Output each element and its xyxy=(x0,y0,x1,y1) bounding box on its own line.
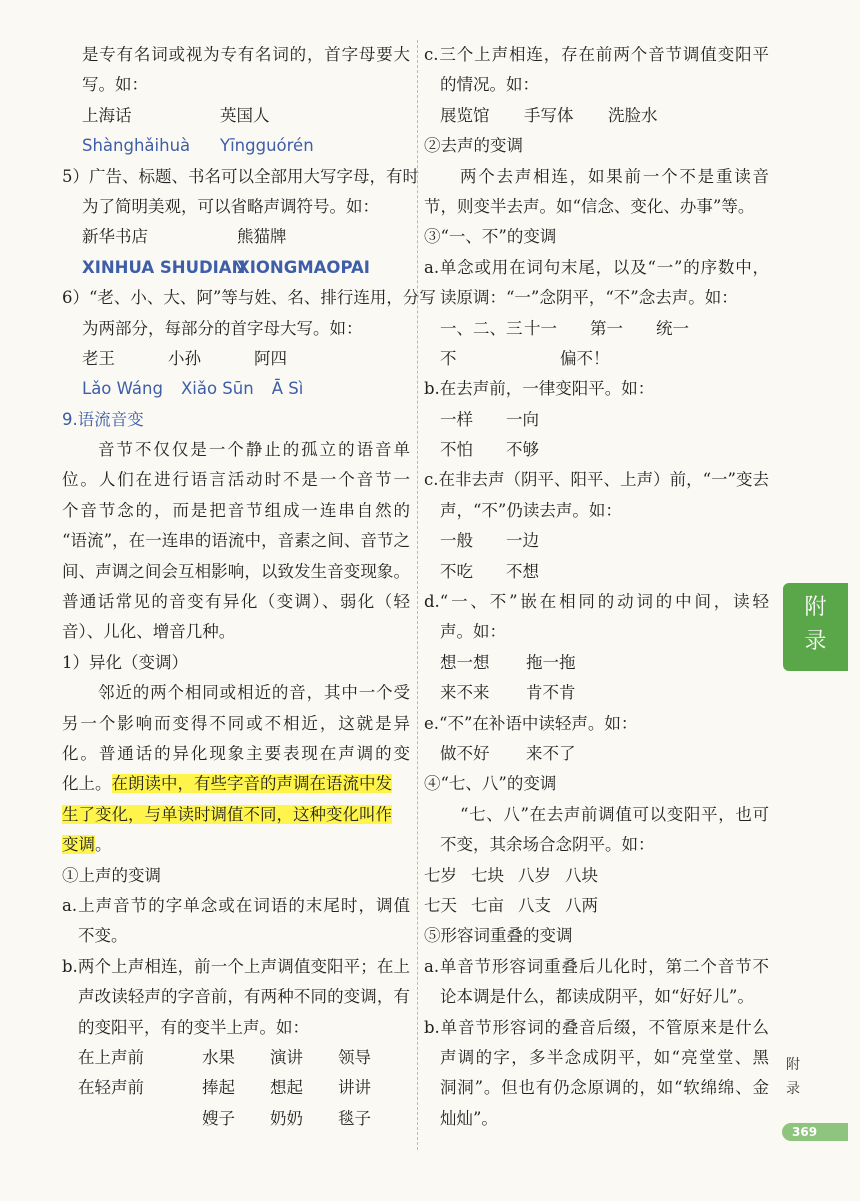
example-word: Yīngguórén xyxy=(220,136,314,156)
left-line: 间、声调之间会互相影响，以致发生音变现象。 xyxy=(62,561,410,581)
example-word: 八块 xyxy=(565,865,598,885)
example-word: 领导 xyxy=(338,1047,371,1067)
highlighted-text[interactable]: 生了变化，与单读时调值不同，这种变化叫作 xyxy=(62,804,392,824)
text-segment: 。 xyxy=(95,835,112,855)
example-word: 八岁 xyxy=(518,865,551,885)
left-line: 音节不仅仅是一个静止的孤立的语音单 xyxy=(98,440,410,460)
right-line xyxy=(424,678,769,708)
example-word: 一般 xyxy=(440,531,473,551)
right-line xyxy=(424,861,769,891)
example-word: 阿四 xyxy=(254,348,287,368)
example-word: 统一 xyxy=(656,318,689,338)
example-word: 新华书店 xyxy=(82,227,148,247)
right-line: e.“不”在补语中读轻声。如： xyxy=(424,713,638,733)
example-word: 不吃 xyxy=(440,561,473,581)
section-tab-char-2: 录 xyxy=(804,629,827,654)
example-word: 不够 xyxy=(506,440,539,460)
example-word: XIONGMAOPAI xyxy=(237,257,370,277)
example-word: 七块 xyxy=(471,865,504,885)
right-line: b.在去声前，一律变阳平。如： xyxy=(424,379,655,399)
right-line: 不变，其余场合念阴平。如： xyxy=(440,835,655,855)
right-line: 声。如： xyxy=(440,622,506,642)
left-line: 5）广告、标题、书名可以全部用大写字母，有时 xyxy=(62,166,419,186)
right-line: c.在非去声（阴平、阳平、上声）前，“一”变去 xyxy=(424,470,769,490)
section-tab-char-1: 附 xyxy=(804,595,827,620)
example-word: 来不来 xyxy=(440,683,490,703)
left-line: 音）、儿化、增音几种。 xyxy=(62,622,236,642)
left-line xyxy=(62,344,410,374)
left-line: 位。人们在进行语言活动时不是一个音节一 xyxy=(62,470,410,490)
right-line: c.三个上声相连，存在前两个音节调值变阳平 xyxy=(424,45,769,64)
example-word: 做不好 xyxy=(440,743,490,763)
example-word: 想起 xyxy=(270,1078,303,1098)
left-line xyxy=(62,101,410,131)
example-word: XINHUA SHUDIAN xyxy=(82,257,246,277)
example-word: 一、二、三 xyxy=(440,318,523,338)
right-line xyxy=(424,344,769,374)
example-word: 手写体 xyxy=(524,105,574,125)
right-line xyxy=(424,739,769,769)
left-line xyxy=(62,131,410,161)
example-word: 展览馆 xyxy=(440,105,490,125)
right-line: 论本调是什么，都读成阴平，如“好好儿”。 xyxy=(440,987,754,1007)
example-word: 七天 xyxy=(424,895,457,915)
example-word: 八两 xyxy=(565,895,598,915)
example-word: 讲讲 xyxy=(338,1078,371,1098)
left-column xyxy=(62,40,436,1134)
right-line: 两个去声相连，如果前一个不是重读音 xyxy=(460,166,769,186)
right-line xyxy=(424,891,769,921)
example-word: 第一 xyxy=(590,318,623,338)
example-word: 七岁 xyxy=(424,865,457,885)
page-number: 369 xyxy=(782,1123,848,1141)
left-line: 9.语流音变 xyxy=(62,409,144,429)
right-line: 灿灿”。 xyxy=(440,1108,498,1128)
example-word: 想一想 xyxy=(440,652,490,672)
left-line: b.两个上声相连，前一个上声调值变阳平；在上 xyxy=(62,956,410,976)
left-line: 个音节念的，而是把音节组成一连串自然的 xyxy=(62,500,410,520)
example-word: 水果 xyxy=(202,1047,235,1067)
example-word: 来不了 xyxy=(526,743,576,763)
example-word: Shànghǎihuà xyxy=(82,136,191,156)
example-word: 七亩 xyxy=(471,895,504,915)
example-word: 不怕 xyxy=(440,440,473,460)
column-divider xyxy=(417,40,418,1150)
left-line xyxy=(62,253,410,283)
example-word: 洗脸水 xyxy=(608,105,658,125)
example-word: 偏不！ xyxy=(560,348,610,368)
example-word: 八支 xyxy=(518,895,551,915)
example-word: 嫂子 xyxy=(202,1108,235,1128)
left-line: 1）异化（变调） xyxy=(62,652,188,672)
example-word: Lǎo Wáng xyxy=(82,379,163,399)
left-line: ①上声的变调 xyxy=(62,865,161,885)
left-line: 为两部分，每部分的首字母大写。如： xyxy=(82,318,363,338)
example-word: 十一 xyxy=(524,318,557,338)
example-word: 在上声前 xyxy=(78,1047,144,1067)
example-word: 一样 xyxy=(440,409,473,429)
left-line xyxy=(62,374,410,404)
example-word: Ā Sì xyxy=(271,379,304,399)
right-line: 读原调：“一”念阴平，“不”念去声。如： xyxy=(440,288,738,308)
right-line: b.单音节形容词的叠音后缀，不管原来是什么 xyxy=(424,1017,769,1037)
left-line xyxy=(62,1104,410,1134)
left-line: 6）“老、小、大、阿”等与姓、名、排行连用，分写 xyxy=(62,288,436,308)
section-label-char-1: 附 xyxy=(786,1057,800,1073)
right-line xyxy=(424,405,769,435)
example-word: 拖一拖 xyxy=(526,652,576,672)
left-line: a.上声音节的字单念或在词语的末尾时，调值 xyxy=(62,895,410,915)
right-line: 声，“不”仍读去声。如： xyxy=(440,500,622,520)
left-line xyxy=(62,1073,410,1103)
right-line: 节，则变半去声。如“信念、变化、办事”等。 xyxy=(424,196,755,216)
example-word: 捧起 xyxy=(202,1078,235,1098)
example-word: 老王 xyxy=(82,348,115,368)
left-line: 是专有名词或视为专有名词的，首字母要大 xyxy=(82,45,410,64)
example-word: 毯子 xyxy=(338,1108,371,1128)
section-label-char-2: 录 xyxy=(786,1081,800,1097)
example-word: 一向 xyxy=(506,409,539,429)
left-line xyxy=(62,800,410,830)
left-line: 为了简明美观，可以省略声调符号。如： xyxy=(82,196,379,216)
right-line: 的情况。如： xyxy=(440,75,539,95)
section-tab[interactable] xyxy=(783,583,848,671)
example-word: Xiǎo Sūn xyxy=(180,379,254,399)
example-word: 在轻声前 xyxy=(78,1078,144,1098)
left-line: “语流”，在一连串的语流中，音素之间、音节之 xyxy=(62,531,410,551)
text-segment: 化上。 xyxy=(62,774,112,794)
highlighted-text[interactable]: 在朗读中，有些字音的声调在语流中发 xyxy=(111,774,392,794)
example-word: 演讲 xyxy=(270,1047,303,1067)
left-line xyxy=(62,222,410,252)
right-line: 声调的字，多半念成阴平，如“亮堂堂、黑 xyxy=(440,1047,769,1067)
right-line: ③“一、不”的变调 xyxy=(424,227,557,247)
right-line: d.“一、不”嵌在相同的动词的中间，读轻 xyxy=(424,592,769,612)
left-line: 声改读轻声的字音前，有两种不同的变调，有 xyxy=(78,987,410,1007)
right-line: ②去声的变调 xyxy=(424,136,523,156)
right-line: a.单音节形容词重叠后儿化时，第二个音节不 xyxy=(424,956,769,976)
right-line: ④“七、八”的变调 xyxy=(424,774,557,794)
right-line xyxy=(424,648,769,678)
example-word: 小孙 xyxy=(168,348,201,368)
right-line xyxy=(424,101,769,131)
right-line: 洞洞”。但也有仍念原调的，如“软绵绵、金 xyxy=(440,1078,769,1098)
left-line: 的变阳平，有的变半上声。如： xyxy=(78,1017,309,1037)
right-column xyxy=(424,40,769,1134)
example-word: 英国人 xyxy=(220,105,270,125)
section-label xyxy=(786,1053,810,1101)
left-line: 普通话常见的音变有异化（变调）、弱化（轻 xyxy=(62,592,410,612)
example-word: 不 xyxy=(440,348,457,368)
example-word: 熊猫牌 xyxy=(237,227,287,247)
right-line xyxy=(424,526,769,556)
left-line: 另一个影响而变得不同或不相近，这就是异 xyxy=(62,713,410,733)
example-word: 奶奶 xyxy=(270,1108,303,1128)
highlighted-text[interactable]: 变调 xyxy=(62,835,95,855)
example-word: 不想 xyxy=(506,561,539,581)
right-line: “七、八”在去声前调值可以变阳平，也可 xyxy=(460,804,769,824)
right-line: ⑤形容词重叠的变调 xyxy=(424,926,573,946)
example-word: 一边 xyxy=(506,531,539,551)
left-line xyxy=(62,1043,410,1073)
right-line xyxy=(424,557,769,587)
left-line: 不变。 xyxy=(78,926,128,946)
right-line: a.单念或用在词句末尾，以及“一”的序数中， xyxy=(424,257,769,277)
left-line: 写。如： xyxy=(82,75,148,95)
left-line xyxy=(62,830,410,860)
right-line xyxy=(424,314,769,344)
left-line: 邻近的两个相同或相近的音，其中一个受 xyxy=(98,683,410,703)
example-word: 上海话 xyxy=(82,105,132,125)
left-line: 化。普通话的异化现象主要表现在声调的变 xyxy=(62,743,410,763)
right-line xyxy=(424,435,769,465)
left-line xyxy=(62,769,410,799)
example-word: 肯不肯 xyxy=(526,683,576,703)
